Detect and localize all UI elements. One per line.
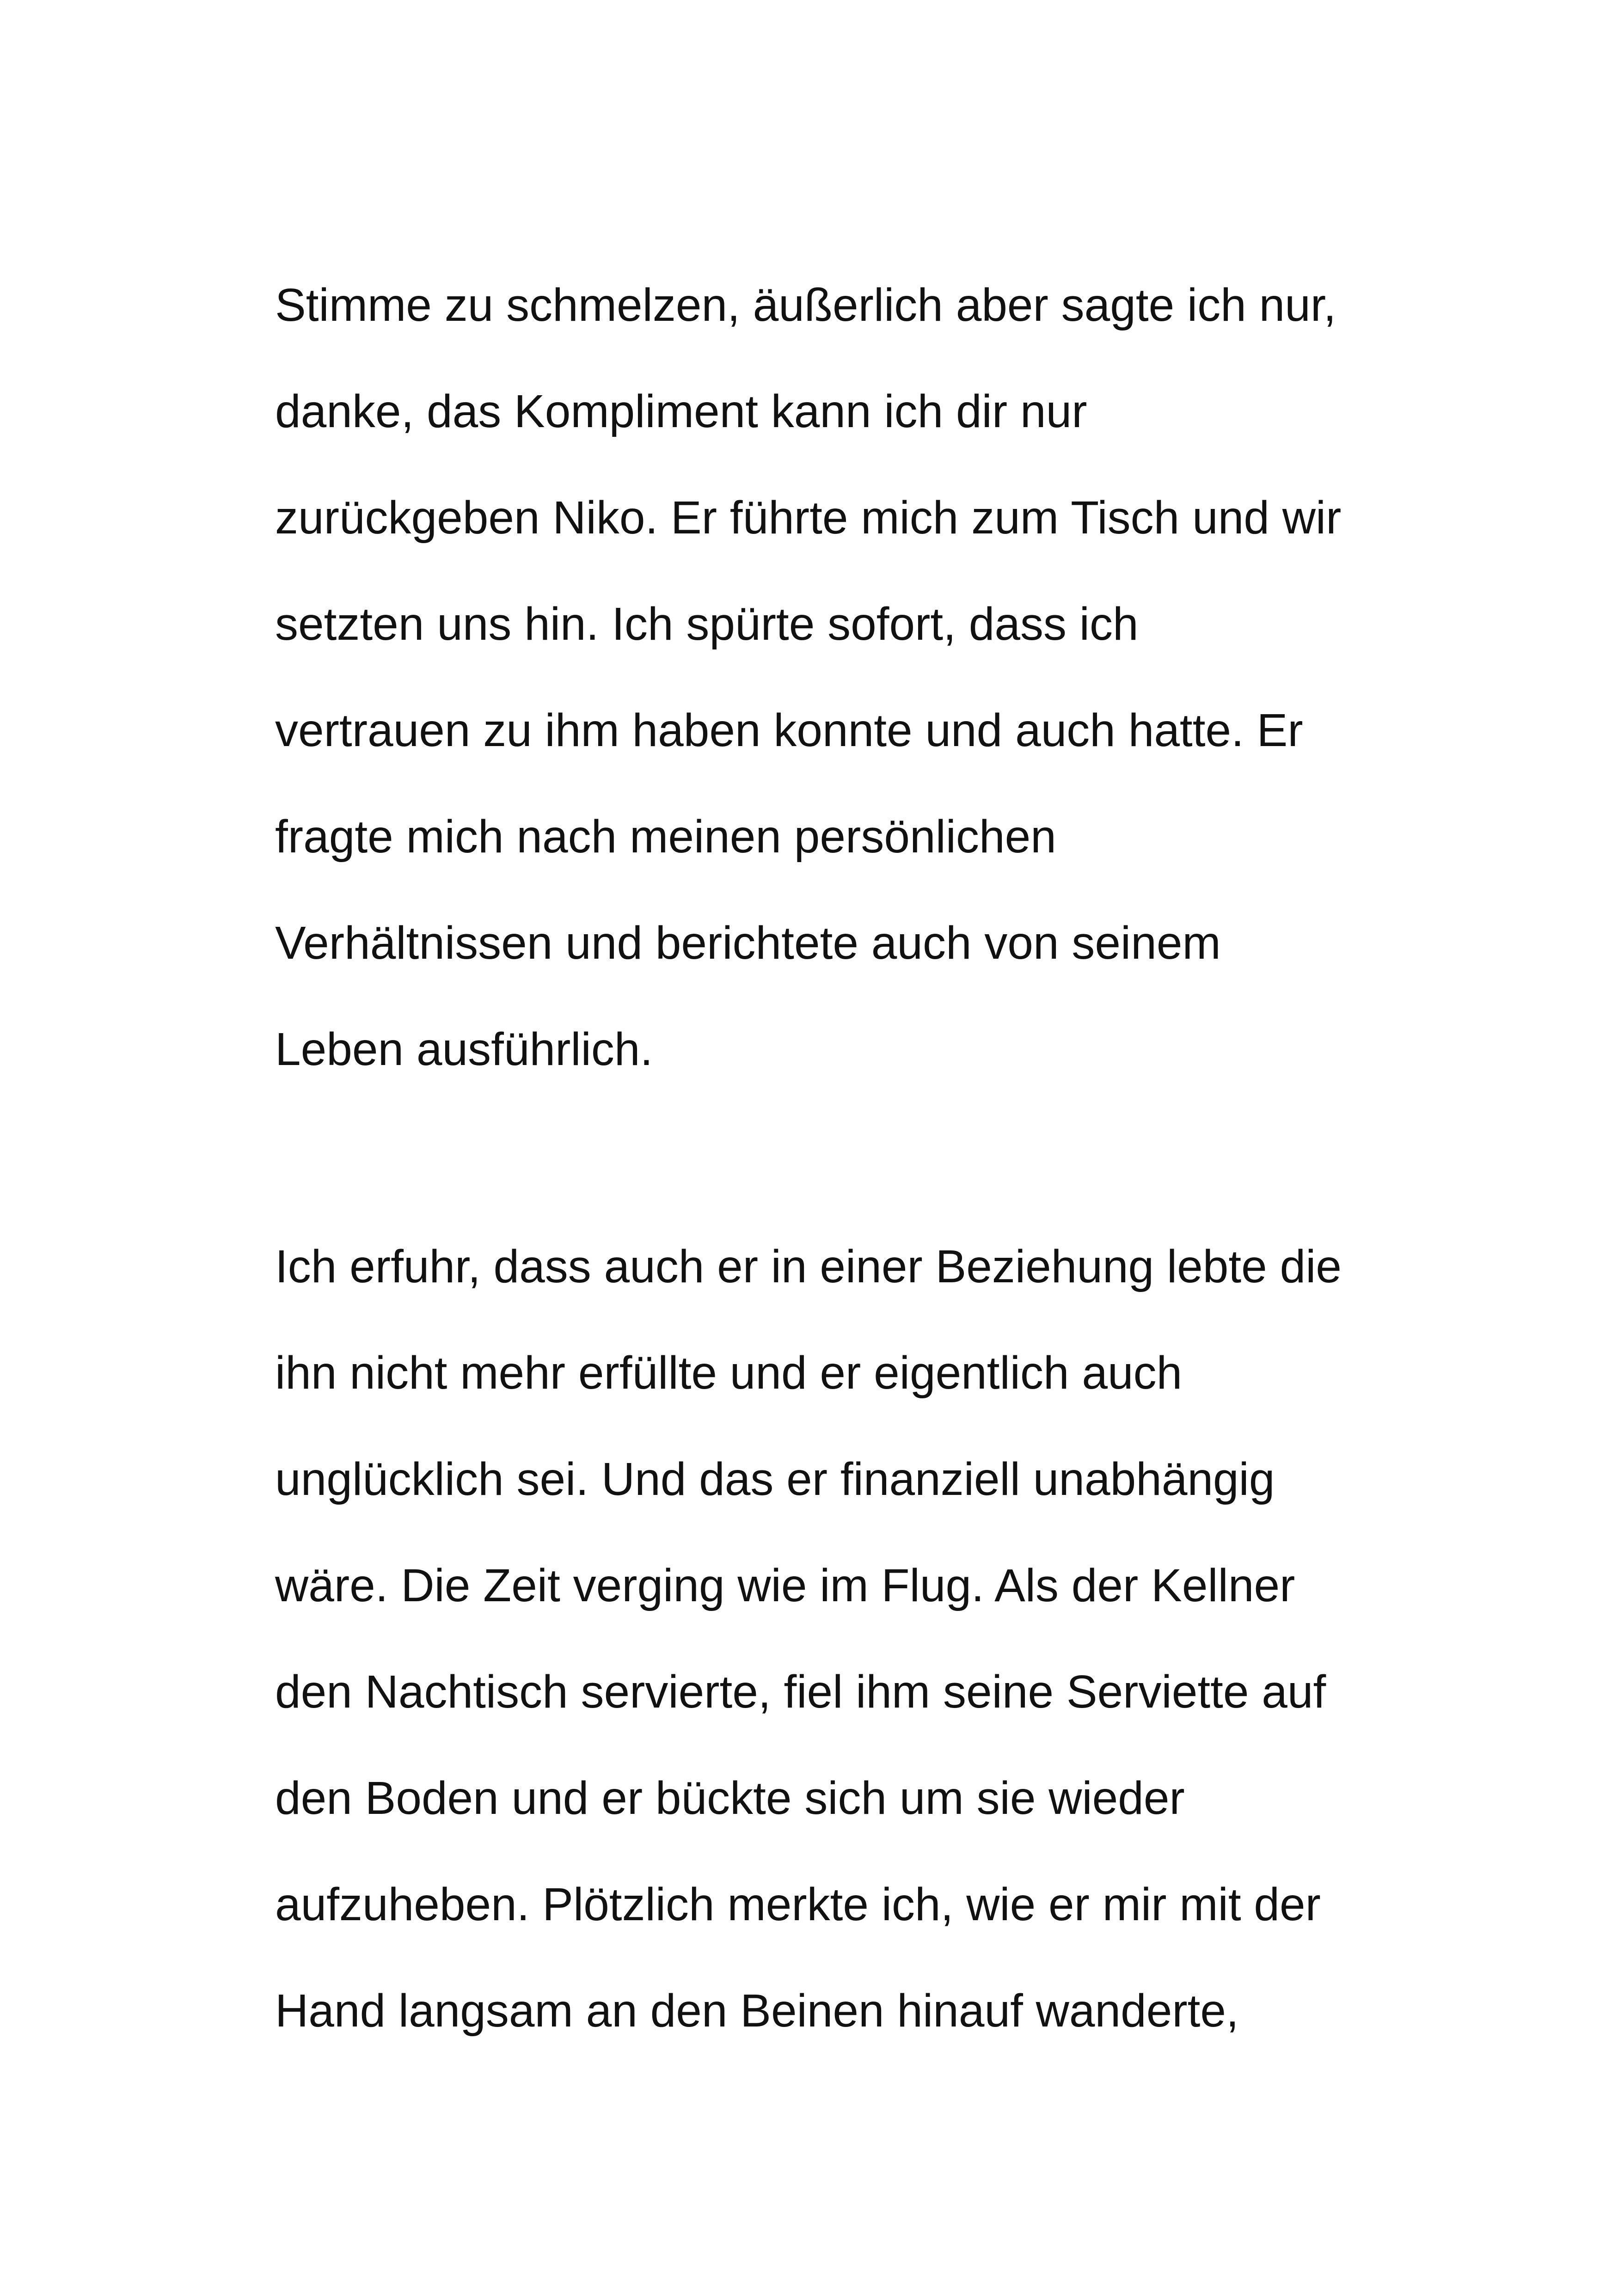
text-line: fragte mich nach meinen persönlichen [275, 811, 1056, 863]
text-line: Ich erfuhr, dass auch er in einer Beziehung lebte die [275, 1241, 1342, 1292]
text-line: setzten uns hin. Ich spürte sofort, dass ich [275, 598, 1139, 650]
text-line: den Nachtisch servierte, fiel ihm seine Serviette auf [275, 1666, 1326, 1718]
text-line: unglücklich sei. Und das er finanziell unabhängig [275, 1453, 1275, 1505]
text-line: Hand langsam an den Beinen hinauf wanderte, [275, 1985, 1239, 2037]
text-line: den Boden und er bückte sich um sie wieder [275, 1772, 1185, 1824]
text-line: aufzuheben. Plötzlich merkte ich, wie er mir mit der [275, 1879, 1321, 1930]
text-line: vertrauen zu ihm haben konnte und auch hatte. Er [275, 704, 1303, 756]
text-line: Stimme zu schmelzen, äußerlich aber sagte ich nur, [275, 279, 1336, 331]
text-line: Leben ausführlich. [275, 1023, 653, 1075]
text-line: wäre. Die Zeit verging wie im Flug. Als der Kellner [275, 1560, 1295, 1611]
text-line: zurückgeben Niko. Er führte mich zum Tisch und wir [275, 492, 1342, 544]
text-line: danke, das Kompliment kann ich dir nur [275, 386, 1087, 437]
text-line: ihn nicht mehr erfüllte und er eigentlich auch [275, 1347, 1183, 1399]
text-line: Verhältnissen und berichtete auch von seinem [275, 917, 1221, 969]
